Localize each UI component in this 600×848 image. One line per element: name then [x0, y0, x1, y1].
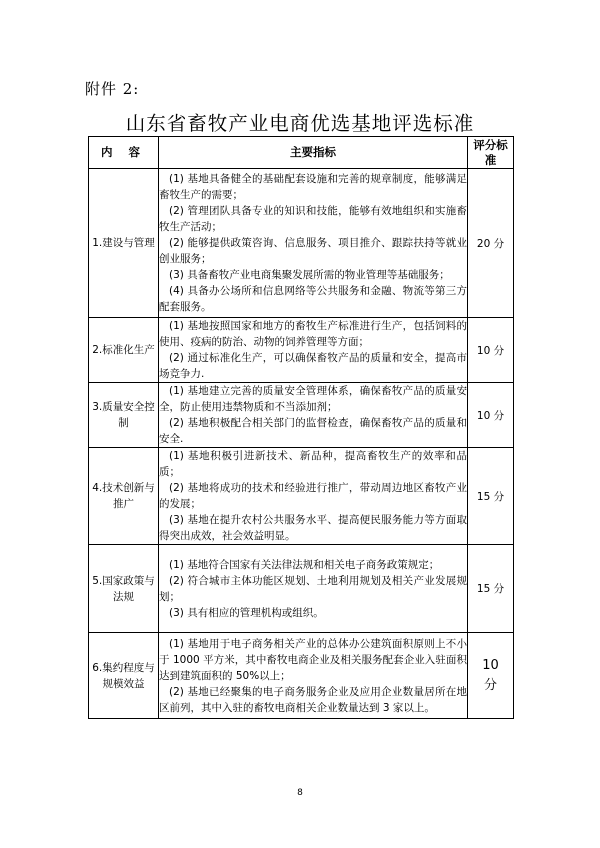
indicator-item: (3) 具有相应的管理机构或组织。	[169, 606, 324, 619]
indicator-item: (2) 基地将成功的技术和经验进行推广，带动周边地区畜牧产业的发展；	[159, 482, 467, 510]
row-indicators	[159, 633, 468, 719]
table-header-row	[89, 137, 514, 169]
indicator-item: (1) 基地具备健全的基础配套设施和完善的规章制度，能够满足畜牧生产的需要；	[159, 173, 467, 201]
header-score: 评分标准	[468, 137, 514, 169]
row-content-label: 6.集约程度与规模效益	[89, 633, 159, 719]
table-row	[89, 633, 514, 719]
indicator-item: (2) 能够提供政策咨询、信息服务、项目推介、跟踪扶持等就业创业服务；	[159, 237, 467, 265]
indicator-item: (1) 基地用于电子商务相关产业的总体办公建筑面积原则上不小于 1000 平方米，其中畜牧电商企业及相关服务配套企业入驻面积达到建筑面积的 50%以上；	[159, 637, 467, 682]
indicator-item: (3) 基地在提升农村公共服务水平、提高便民服务能力等方面取得突出成效，社会效益明显。	[159, 514, 467, 542]
document-title: 山东省畜牧产业电商优选基地评选标准	[125, 112, 475, 135]
indicator-item: (2) 管理团队具备专业的知识和技能，能够有效地组织和实施畜牧生产活动；	[159, 205, 467, 233]
row-content-label: 2.标准化生产	[89, 318, 159, 383]
indicator-item: (1) 基地符合国家有关法律法规和相关电子商务政策规定；	[169, 558, 440, 571]
criteria-table	[88, 136, 514, 719]
row-content-label: 3.质量安全控制	[89, 383, 159, 448]
row-content-label: 4.技术创新与推广	[89, 448, 159, 545]
row-indicators	[159, 318, 468, 383]
indicator-item: (1) 基地积极引进新技术、新品种，提高畜牧生产的效率和品质；	[159, 450, 467, 478]
row-score: 20 分	[468, 169, 514, 318]
row-score: 10 分	[468, 383, 514, 448]
row-score: 15 分	[468, 448, 514, 545]
row-content-label: 1.建设与管理	[89, 169, 159, 318]
table-row	[89, 448, 514, 545]
row-score: 10 分	[468, 318, 514, 383]
indicator-item: (2) 基地已经聚集的电子商务服务企业及应用企业数量居所在地区前列，其中入驻的畜牧电商相关企业数量达到 3 家以上。	[159, 685, 467, 714]
attachment-label: 附件 2:	[85, 80, 140, 98]
indicator-item: (2) 基地积极配合相关部门的监督检查，确保畜牧产品的质量和安全.	[159, 417, 467, 445]
header-indicator: 主要指标	[159, 137, 468, 169]
table-row	[89, 318, 514, 383]
page-number: 8	[297, 788, 303, 798]
row-content-label: 5.国家政策与法规	[89, 545, 159, 633]
row-score: 10 分	[468, 633, 514, 719]
row-indicators	[159, 383, 468, 448]
indicator-item: (4) 具备办公场所和信息网络等公共服务和金融、物流等第三方配套服务。	[159, 285, 467, 313]
header-content: 内 容	[89, 137, 159, 169]
table-row	[89, 545, 514, 633]
indicator-item: (1) 基地按照国家和地方的畜牧生产标准进行生产，包括饲料的使用、疫病的防治、动物的饲养管理等方面；	[159, 320, 467, 348]
row-indicators	[159, 545, 468, 633]
indicator-item: (3) 具备畜牧产业电商集聚发展所需的物业管理等基础服务；	[169, 269, 450, 281]
row-indicators	[159, 169, 468, 318]
row-indicators	[159, 448, 468, 545]
indicator-item: (2) 通过标准化生产，可以确保畜牧产品的质量和安全，提高市场竞争力.	[159, 352, 467, 380]
table-row	[89, 383, 514, 448]
indicator-item: (2) 符合城市主体功能区规划、土地利用规划及相关产业发展规划；	[159, 574, 467, 603]
row-score: 15 分	[468, 545, 514, 633]
indicator-item: (1) 基地建立完善的质量安全管理体系，确保畜牧产品的质量安全，防止使用违禁物质和不当添加剂；	[159, 385, 467, 413]
table-row	[89, 169, 514, 318]
